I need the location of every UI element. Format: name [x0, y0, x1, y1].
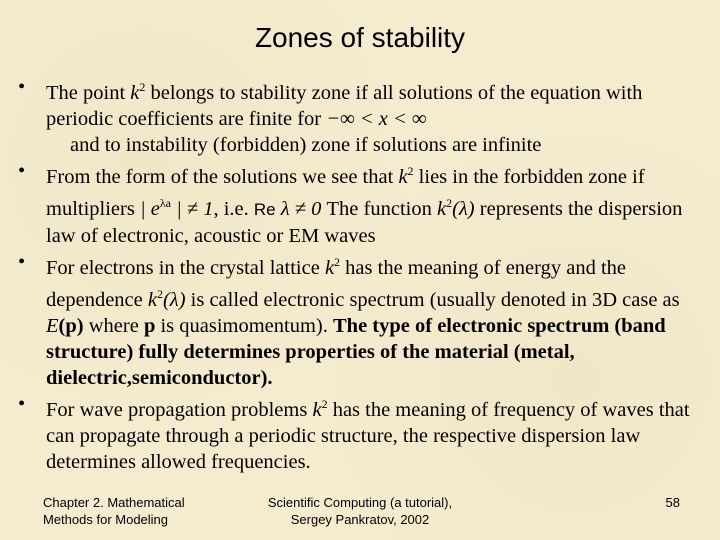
- math-re-lambda: Re λ ≠ 0: [253, 198, 322, 220]
- bullet-item-3: [18, 249, 698, 391]
- text: For wave propagation problems: [46, 399, 308, 421]
- text: The function: [326, 198, 437, 220]
- text: and to instability (forbidden) zone if solutions are infinite: [70, 134, 542, 156]
- page-number: 58: [665, 495, 680, 510]
- math-k2: $k^2$: [324, 255, 341, 279]
- text: , i.e.: [213, 198, 254, 220]
- slide-title: Zones of stability: [254, 22, 466, 53]
- bullet-marker: •: [18, 160, 26, 182]
- text: has the meaning of energy and the dependence: [46, 257, 627, 311]
- footer-chapter: Chapter 2. Mathematical Methods for Modeling: [43, 495, 185, 527]
- math-k2: $k^2$: [312, 397, 328, 421]
- math-p: p: [143, 315, 156, 337]
- text: is called electronic spectrum (usually denoted in 3D case as: [190, 289, 680, 311]
- text: where: [88, 315, 144, 337]
- bullet-item-1: [18, 74, 698, 158]
- math-multiplier: | $e^{\lambda a}$ | ≠ 1: [139, 196, 214, 220]
- bullet-item-4: [18, 391, 698, 475]
- text: From the form of the solutions we see that: [46, 166, 394, 188]
- bullet-marker: •: [18, 251, 26, 273]
- text: is quasimomentum).: [160, 315, 333, 337]
- bullet-marker: •: [18, 76, 26, 98]
- text: has the meaning of frequency of waves that can propagate through a periodic structure, the respective dispersion law determines allowed frequencies.: [46, 399, 690, 473]
- text: For electrons in the crystal lattice: [46, 257, 320, 279]
- bullet-marker: •: [18, 393, 26, 415]
- bold-statement: The type of electronic spectrum (band structure) fully determines properties of the material (metal, dielectric,semiconductor).: [46, 315, 666, 389]
- text: represents the dispersion law of electronic, acoustic or EM waves: [46, 198, 683, 247]
- bullet-item-2: [18, 158, 698, 249]
- math-k2: $k^2$: [130, 80, 146, 104]
- footer-source: Scientific Computing (a tutorial), Sergey Pankratov, 2002: [267, 495, 453, 527]
- math-e-p: E(p): [46, 315, 84, 337]
- text: The point: [46, 82, 126, 104]
- math-k2: $k^2$: [398, 164, 414, 188]
- math-k2-lambda: $k^2(\lambda)$: [147, 287, 186, 311]
- math-x-range: −∞ < x < ∞: [326, 108, 427, 130]
- bullet-list: [18, 74, 698, 475]
- text: lies in the forbidden zone if multipliers: [46, 166, 645, 220]
- math-k2-lambda: $k^2(\lambda)$: [436, 196, 475, 220]
- text: belongs to stability zone if all solutions of the equation with periodic coefficients are finite for: [46, 82, 643, 130]
